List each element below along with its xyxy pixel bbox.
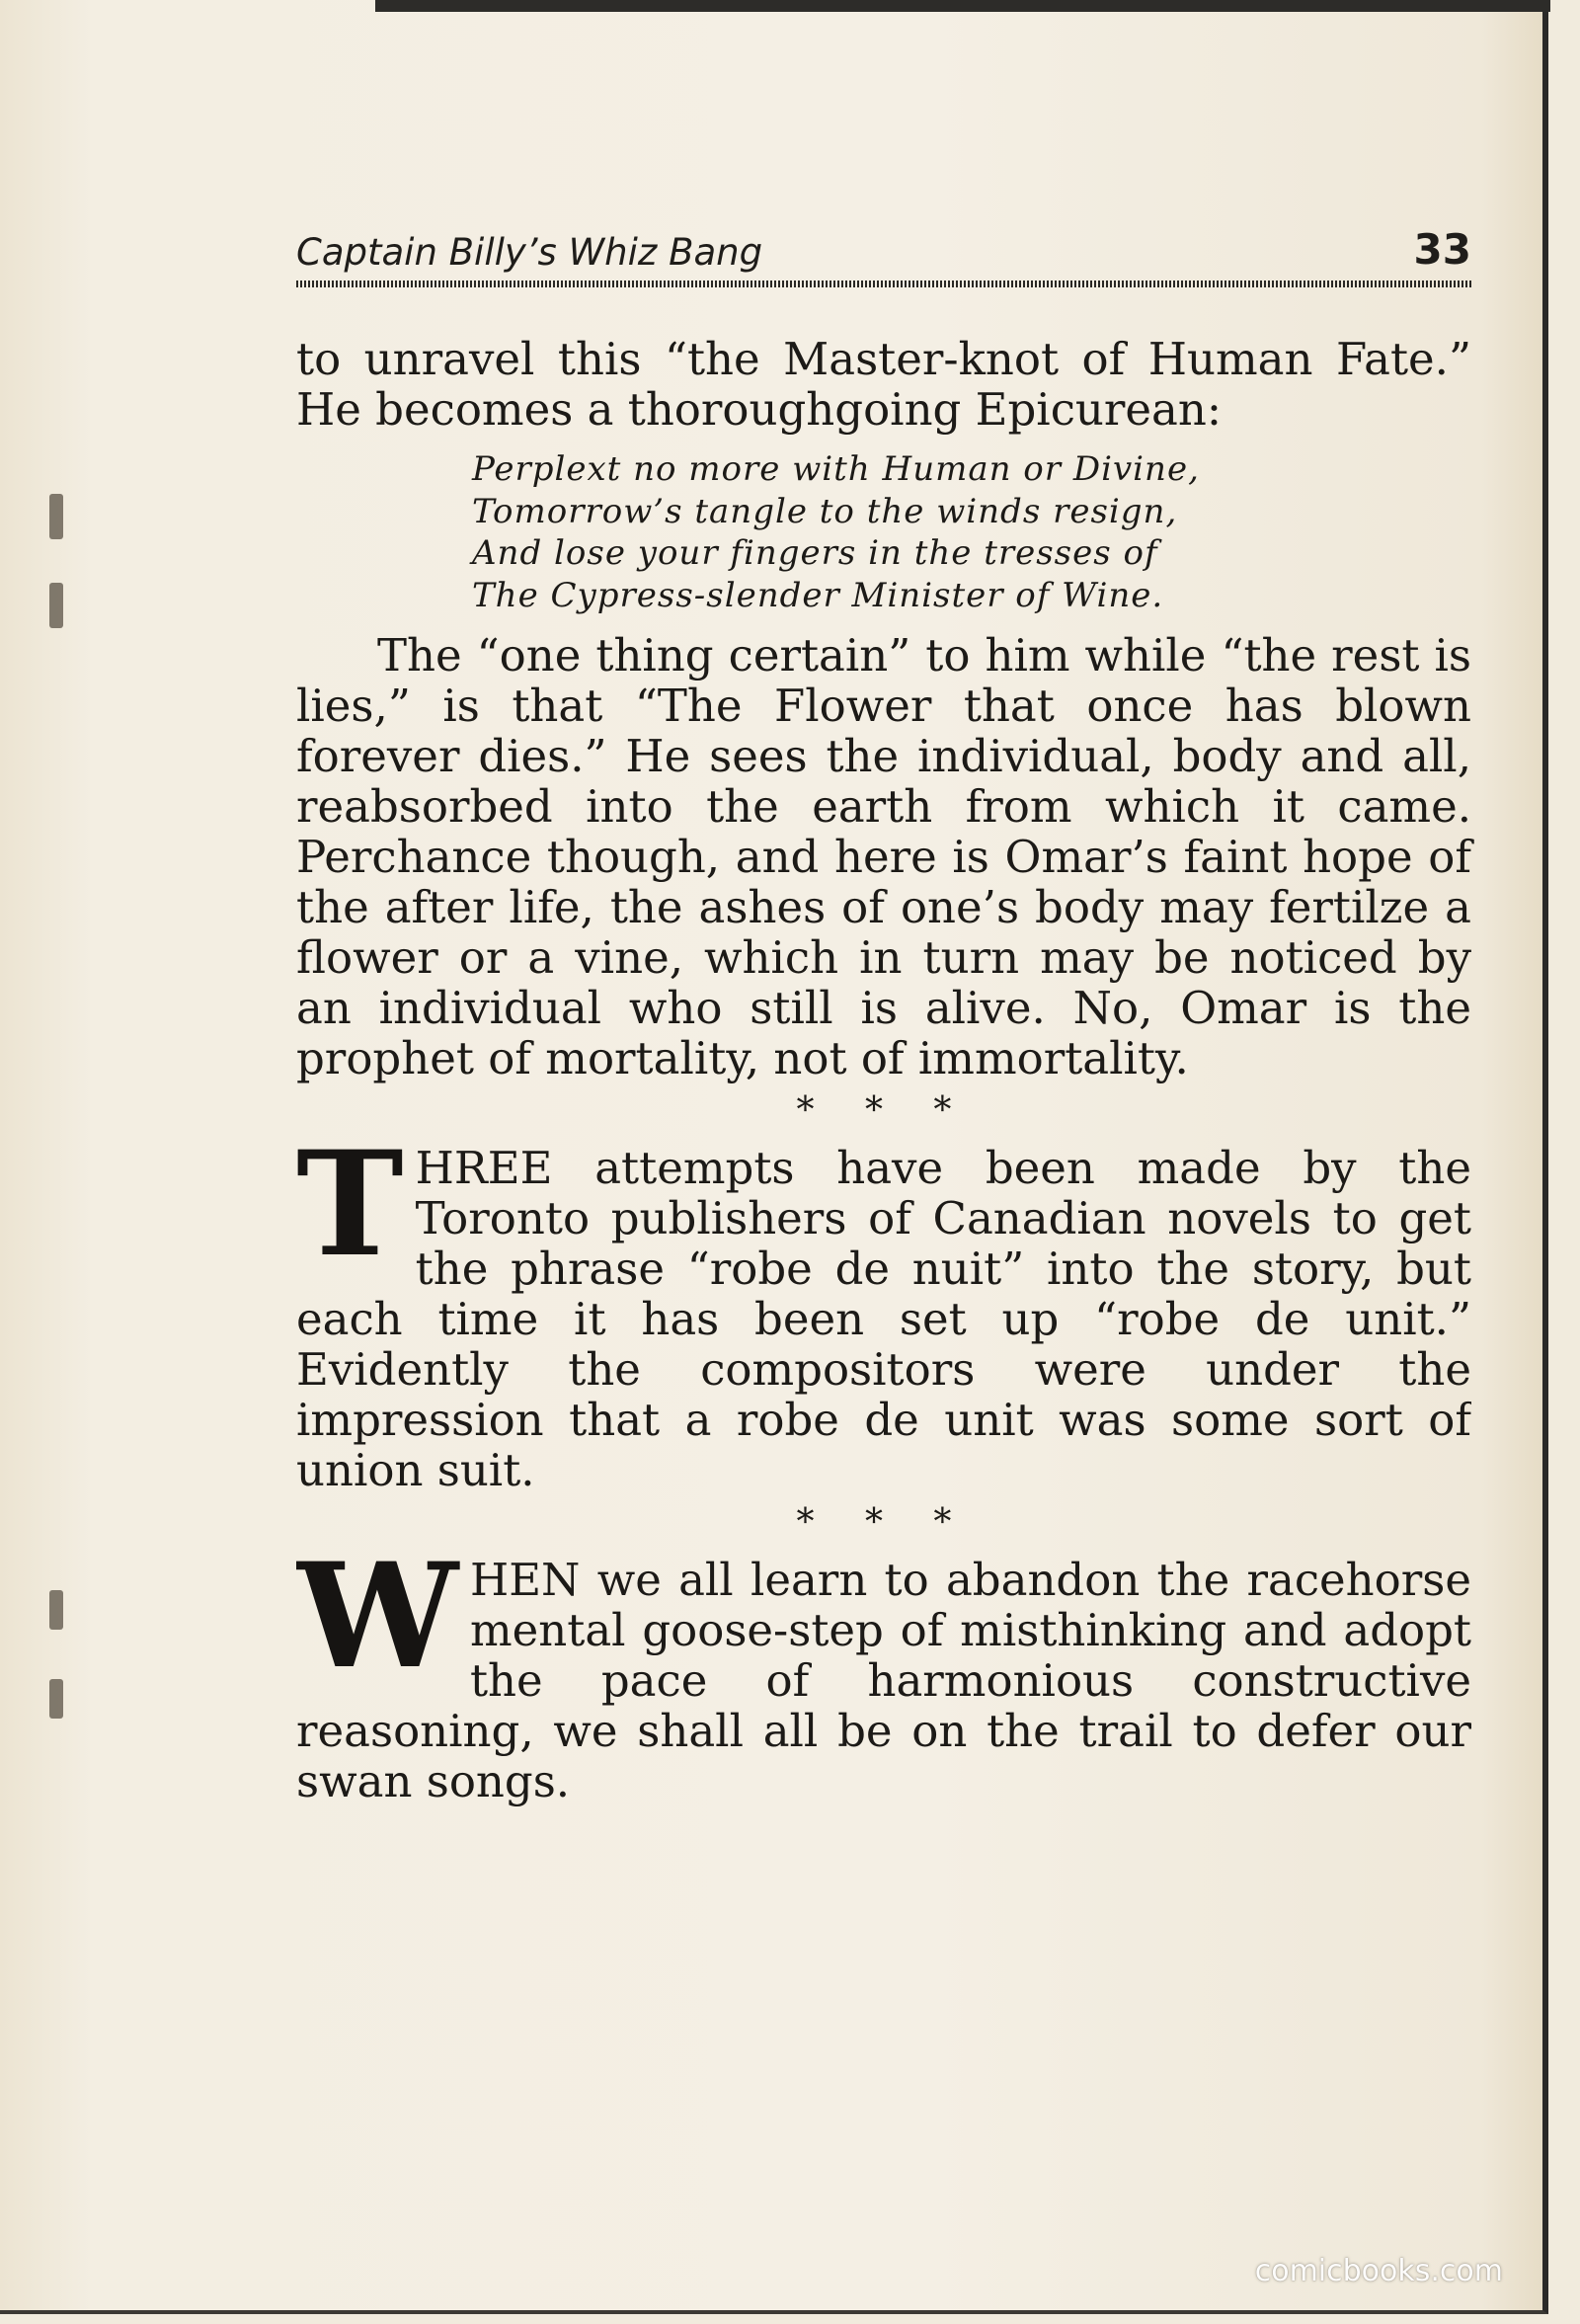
paragraph-intro: to unravel this “the Master-knot of Human Fate.” He becomes a thoroughgoing Epicurean: <box>296 333 1471 436</box>
article-robe-de-nuit <box>296 1143 1471 1495</box>
page-body <box>296 334 1471 1806</box>
verse-quatrain <box>472 448 1471 616</box>
article-swan-songs <box>296 1555 1471 1806</box>
page-top-edge <box>375 0 1550 12</box>
verse-line: And lose your fingers in the tresses of <box>472 533 1158 573</box>
binding-staple-mark <box>49 583 63 628</box>
page-number: 33 <box>1413 225 1471 274</box>
header-rule <box>296 280 1471 287</box>
verse-line: Tomorrow’s tangle to the winds resign, <box>472 491 1178 531</box>
running-title: Captain Billy’s Whiz Bang <box>296 231 763 274</box>
paragraph-robe-de-nuit: HREE attempts have been made by the Toronto publishers of Canadian novels to get the phrase “robe de nuit” into the story, but each time it has been set up “robe de unit.” Evidently the compositors were under the impression that a robe de unit was some sort of union suit. <box>296 1143 1471 1495</box>
section-separator: * * * <box>796 1502 972 1543</box>
drop-cap: T <box>296 1143 404 1289</box>
verse-line: Perplext no more with Human or Divine, <box>472 449 1200 489</box>
watermark: comicbooks.com <box>1254 2254 1503 2288</box>
verse-line: The Cypress-slender Minister of Wine. <box>472 575 1164 615</box>
paragraph-swan-songs: HEN we all learn to abandon the racehorse mental goose-step of misthinking and adopt the pace of harmonious constructive reasoning, we shall all be on the trail to defer our swan songs. <box>296 1555 1471 1806</box>
binding-staple-mark <box>49 1590 63 1630</box>
page-header <box>296 225 1471 290</box>
binding-staple-mark <box>49 1679 63 1719</box>
section-separator: * * * <box>796 1090 972 1131</box>
binding-staple-mark <box>49 494 63 539</box>
paragraph-omar: The “one thing certain” to him while “the rest is lies,” is that “The Flower that once has blown forever dies.” He sees the individual, body and all, reabsorbed into the earth from which it came. Perchance though, and here is Omar’s faint hope of the after life, the ashes of one’s body may fertilze a flower or a vine, which in turn may be noticed by an individual who still is alive. No, Omar is the prophet of mortality, not of immortality. <box>296 629 1471 1084</box>
drop-cap: W <box>296 1555 458 1701</box>
